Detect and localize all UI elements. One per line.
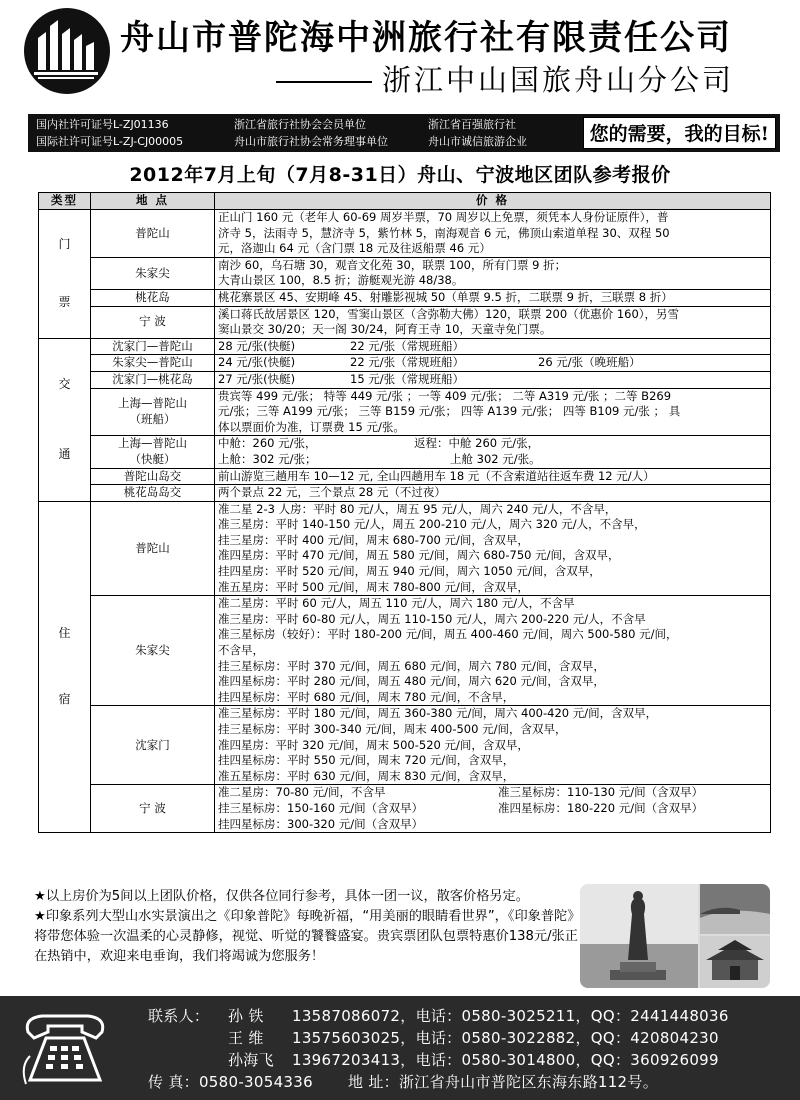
price-cell xyxy=(215,371,771,388)
type-char: 住 xyxy=(58,626,71,641)
price-line: 准五星标房：平时 630 元/间，周末 830 元/间，含双早， xyxy=(218,768,515,783)
fast-boat-price: 24 元/张(快艇) xyxy=(218,355,296,370)
price-line xyxy=(218,372,767,388)
ningbo-hotel-grid xyxy=(218,785,767,832)
price-line xyxy=(218,355,767,371)
place-line: 上海—普陀山 xyxy=(118,396,187,411)
international-license: 国际社许可证号L-ZJ-CJ00005 xyxy=(36,135,184,148)
place-cell: 普陀山岛交 xyxy=(91,468,215,485)
type-char: 交 xyxy=(58,377,71,392)
table-row xyxy=(39,355,771,372)
table-row xyxy=(39,210,771,258)
contact-details[interactable]: 13575603025，电话：0580-3022882，QQ：420804230 xyxy=(292,1029,719,1047)
slogan: 您的需要，我的目标! xyxy=(583,117,776,149)
table-row xyxy=(39,485,771,502)
contact-details[interactable]: 13587086072，电话：0580-3025211，QQ：2441448036 xyxy=(292,1007,729,1025)
contact-line-4 xyxy=(148,1072,658,1092)
scenery-photos xyxy=(580,884,770,988)
letterhead xyxy=(0,0,800,113)
outbound-middle: 中舱：260 元/张， xyxy=(218,436,317,451)
price-line: 正山门 160 元（老年人 60-69 周岁半票，70 周岁以上免票，须凭本人身份证原件），普 xyxy=(218,210,669,224)
license-bar xyxy=(28,114,780,152)
type-ticket xyxy=(39,210,91,339)
price-line: 不含早， xyxy=(218,643,264,658)
table-row xyxy=(39,596,771,706)
fast-boat-price: 27 元/张(快艇) xyxy=(218,371,296,386)
place-cell: 沈家门—普陀山 xyxy=(91,338,215,355)
domestic-license: 国内社许可证号L-ZJ01136 xyxy=(36,118,169,131)
table-header-row xyxy=(39,193,771,210)
price-cell xyxy=(215,468,771,485)
contact-name: 孙 铁 xyxy=(228,1007,264,1025)
price-cell xyxy=(215,388,771,436)
header-price: 价 格 xyxy=(215,193,771,210)
price-line: 大青山景区 100，8.5 折；游艇观光游 48/38。 xyxy=(218,273,464,288)
table-row xyxy=(39,289,771,306)
price-cell xyxy=(215,706,771,785)
price-cell xyxy=(215,257,771,289)
price-line: 贵宾等 499 元/张； 特等 449 元/张 ；一等 409 元/张； 二等 A319 元/张 ；二等 B269 xyxy=(218,388,672,403)
type-spacer xyxy=(42,642,87,692)
price-line: 准三星标房：110-130 元/间（含双早） xyxy=(498,785,704,800)
type-traffic xyxy=(39,338,91,501)
table-row xyxy=(39,468,771,485)
contact-name: 王 维 xyxy=(228,1029,264,1047)
price-line: 准二星 2-3 人房：平时 80 元/人，周五 95 元/人，周六 240 元/人，不含早， xyxy=(218,501,617,516)
price-line: 挂四星房：平时 520 元/间，周五 940 元/间，周六 1050 元/间，含双早， xyxy=(218,564,601,579)
price-line: 挂四星标房：平时 550 元/间，周末 720 元/间，含双早， xyxy=(218,753,515,768)
price-line: 窦山景交 30/20；天一阁 30/24，阿育王寺 10，天童寺免门票。 xyxy=(218,322,552,337)
price-line: 元，洛迦山 64 元（含门票 18 元及往返船票 46 元） xyxy=(218,241,491,256)
ferry-price: 22 元/张（常规班船） xyxy=(350,338,465,353)
place-line: （班船） xyxy=(129,411,176,426)
price-cell xyxy=(215,436,771,468)
note-group-price: ★以上房价为5间以上团队价格，仅供各位同行参考，具体一团一议，散客价格另定。 xyxy=(34,889,529,904)
company-name: 舟山市普陀海中洲旅行社有限责任公司 xyxy=(120,18,732,58)
price-line: 准四星房：平时 320 元/间，周末 500-520 元/间，含双早， xyxy=(218,737,529,752)
type-char: 门 xyxy=(58,237,71,252)
ferry-price: 15 元/张（常规班船） xyxy=(350,371,465,386)
place-cell: 桃花岛 xyxy=(91,289,215,306)
table-row xyxy=(39,338,771,355)
price-line: 两个景点 22 元，三个景点 28 元（不过夜） xyxy=(218,485,446,500)
type-char: 通 xyxy=(58,446,71,461)
price-line: 准二星房：70-80 元/间，不含早 xyxy=(218,785,386,800)
price-line: 挂三星标房：平时 300-340 元/间，周末 400-500 元/间，含双早， xyxy=(218,722,567,736)
fax-number[interactable]: 传 真：0580-3054336 xyxy=(148,1073,313,1091)
contact-name: 孙海飞 xyxy=(228,1051,274,1069)
place-cell: 朱家尖 xyxy=(91,257,215,289)
price-line: 前山游览三趟用车 10—12 元, 全山四趟用车 18 元（不含索道站往返车费 12 元/人） xyxy=(218,468,655,483)
price-line: 济寺 5，法雨寺 5，慧济寺 5，紫竹林 5，南海观音 6 元，佛顶山索道单程 30、双程 50 xyxy=(218,225,670,240)
price-line: 南沙 60，乌石塘 30，观音文化苑 30，联票 100，所有门票 9 折； xyxy=(218,257,567,272)
price-line: 体以票面价为准，订票费 15 元/张。 xyxy=(218,419,405,434)
guanyin-statue-photo-icon xyxy=(580,884,770,988)
header-type: 类型 xyxy=(39,193,91,210)
price-cell xyxy=(215,338,771,355)
price-cell xyxy=(215,596,771,706)
table-row xyxy=(39,785,771,833)
return-upper: 上舱 302 元/张。 xyxy=(450,451,541,466)
type-hotel xyxy=(39,501,91,832)
price-cell xyxy=(215,210,771,258)
price-line xyxy=(218,339,767,355)
place-cell: 宁 波 xyxy=(91,785,215,833)
header-place: 地 点 xyxy=(91,193,215,210)
temple-logo-icon xyxy=(24,8,110,94)
contact-line-1 xyxy=(148,1006,729,1026)
fast-boat-price: 28 元/张(快艇) xyxy=(218,338,296,353)
branch-dash xyxy=(276,81,372,83)
table-row xyxy=(39,436,771,468)
price-line: 准四星房：平时 470 元/间，周五 580 元/间，周六 680-750 元/间，含双早， xyxy=(218,548,620,563)
contact-footer xyxy=(0,996,800,1100)
price-line xyxy=(218,436,767,452)
price-cell xyxy=(215,501,771,596)
price-line: 溪口蒋氏故居景区 120，雪窦山景区（含弥勒大佛）120，联票 200（优惠价 160），另雪 xyxy=(218,306,680,321)
place-cell: 沈家门 xyxy=(91,706,215,785)
association-member: 浙江省旅行社协会会员单位 xyxy=(234,118,366,131)
branch-name xyxy=(276,58,786,99)
association-director: 舟山市旅行社协会常务理事单位 xyxy=(234,135,388,148)
price-line: 挂四星标房：平时 680 元/间，周末 780 元/间，不含早， xyxy=(218,689,515,704)
ferry-price: 22 元/张（常规班船） xyxy=(350,355,465,370)
price-line: 挂三星标房：150-160 元/间（含双早） xyxy=(218,800,424,815)
price-line: 桃花寨景区 45、安期峰 45、射雕影视城 50（单票 9.5 折，二联票 9 折，三联票 8 折） xyxy=(218,289,673,304)
place-cell xyxy=(91,388,215,436)
place-cell: 朱家尖 xyxy=(91,596,215,706)
outbound-upper: 上舱：302 元/张； xyxy=(218,451,317,466)
place-cell: 朱家尖—普陀山 xyxy=(91,355,215,372)
type-spacer xyxy=(42,393,87,447)
price-line: 准三星房：平时 140-150 元/人，周五 200-210 元/人，周六 320 元/人，不含早， xyxy=(218,517,646,532)
price-line: 挂四星标房：300-320 元/间（含双早） xyxy=(218,816,424,831)
type-spacer xyxy=(42,253,87,295)
place-line: （快艇） xyxy=(129,451,176,466)
price-list-title: 2012年7月上旬（7月8-31日）舟山、宁波地区团队参考报价 xyxy=(129,164,671,186)
place-line: 上海—普陀山 xyxy=(118,436,187,451)
honor-top100: 浙江省百强旅行社 xyxy=(428,118,516,131)
place-cell: 沈家门—桃花岛 xyxy=(91,371,215,388)
price-line: 准四星标房：180-220 元/间（含双早） xyxy=(498,800,704,815)
contact-line-2 xyxy=(148,1028,719,1048)
telephone-icon xyxy=(20,1010,110,1088)
note-show-promo: ★印象系列大型山水实景演出之《印象普陀》每晚祈福，“用美丽的眼睛看世界”，《印象普陀》将带您体验一次温柔的心灵静修，视觉、听觉的饕餮盛宴。贵宾票团队包票特惠价138元/张正在热销中，欢迎来电垂询，我们将竭诚为您服务！ xyxy=(34,909,581,964)
price-line: 准三星房：平时 60-80 元/人，周五 110-150 元/人，周六 200-220 元/人，不含早 xyxy=(218,611,646,626)
company-logo xyxy=(24,8,110,94)
table-row xyxy=(39,501,771,596)
price-cell xyxy=(215,289,771,306)
night-ferry-price: 26 元/张（晚班船） xyxy=(538,355,641,370)
price-line: 挂三星标房：平时 370 元/间，周五 680 元/间，周六 780 元/间，含双早， xyxy=(218,658,605,673)
table-row xyxy=(39,306,771,338)
contact-details[interactable]: 13967203413，电话：0580-3014800，QQ：360926099 xyxy=(292,1051,719,1069)
honor-integrity: 舟山市诚信旅游企业 xyxy=(428,135,527,148)
type-char: 宿 xyxy=(58,691,71,706)
table-row xyxy=(39,388,771,436)
price-cell xyxy=(215,355,771,372)
price-line: 准三星标房：平时 180 元/间，周五 360-380 元/间，周六 400-420 元/间，含双早， xyxy=(218,706,658,721)
price-line xyxy=(218,452,767,468)
contact-label: 联系人： xyxy=(148,1007,210,1025)
price-cell xyxy=(215,306,771,338)
price-line: 元/张；三等 A199 元/张； 三等 B159 元/张； 四等 A139 元/张； 四等 B109 元/张 ； 具 xyxy=(218,404,681,419)
notes xyxy=(34,887,582,967)
return-middle: 返程：中舱 260 元/张， xyxy=(414,436,540,451)
table-row xyxy=(39,706,771,785)
price-line: 准三星标房（较好）：平时 180-200 元/间，周五 400-460 元/间，周六 500-580 元/间， xyxy=(218,627,678,642)
place-cell xyxy=(91,436,215,468)
address: 地 址：浙江省舟山市普陀区东海东路112号。 xyxy=(348,1073,659,1091)
price-line: 挂三星房：平时 400 元/间，周末 680-700 元/间，含双早， xyxy=(218,532,529,547)
price-line: 准二星房：平时 60 元/人，周五 110 元/人，周六 180 元/人，不含早 xyxy=(218,596,575,611)
table-row xyxy=(39,371,771,388)
price-line: 准五星房：平时 500 元/间，周末 780-800 元/间，含双早， xyxy=(218,579,529,594)
place-cell: 普陀山 xyxy=(91,501,215,596)
table-row xyxy=(39,257,771,289)
place-cell: 桃花岛岛交 xyxy=(91,485,215,502)
place-cell: 普陀山 xyxy=(91,210,215,258)
contact-line-3 xyxy=(148,1050,719,1070)
price-line: 准四星标房：平时 280 元/间，周五 480 元/间，周六 620 元/间，含双早， xyxy=(218,674,605,689)
price-cell xyxy=(215,785,771,833)
place-cell: 宁 波 xyxy=(91,306,215,338)
price-table xyxy=(38,192,771,833)
branch-text: 浙江中山国旅舟山分公司 xyxy=(382,63,735,97)
type-char: 票 xyxy=(58,294,71,309)
price-cell xyxy=(215,485,771,502)
